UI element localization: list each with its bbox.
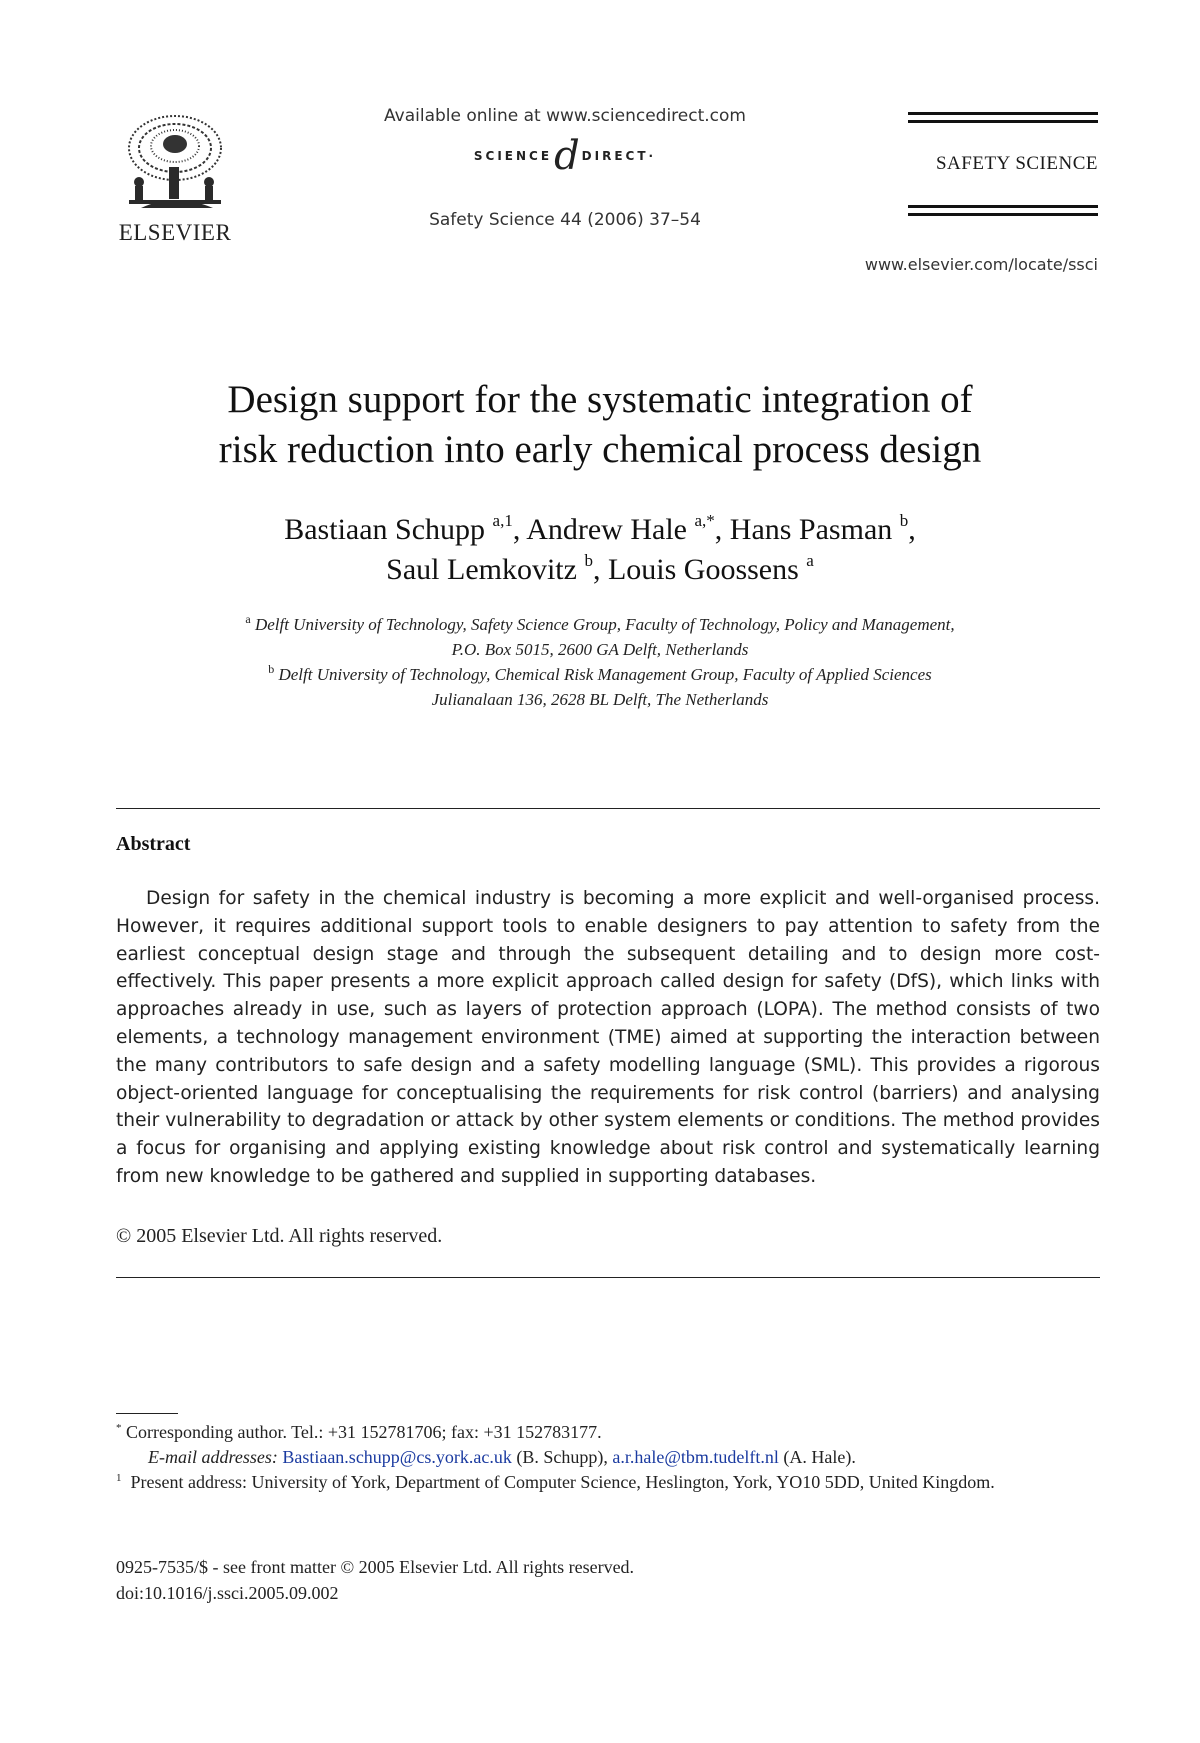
abstract-body: Design for safety in the chemical industry is becoming a more explicit and well-organised process. However, it requires additional support tools to enable designers to pay attention to safety from the earliest conceptual design stage and through the subsequent detailing and to design more cost-effectively. This paper presents a more explicit approach called design for safety (DfS), which links with approaches already in use, such as layers of protection approach (LOPA). The method consists of two elements, a technology management environment (TME) aimed at supporting the interaction between the many contributors to safe design and a safety modelling language (SML). This provides a rigorous object-oriented language for conceptualising the requirements for risk control (barriers) and analysing their vulnerability to degradation or attack by other system elements or conditions. The method provides a focus for organising and applying existing knowledge about risk control and systematically learning from new knowledge to be gathered and supplied in supporting databases. xyxy=(116,888,1100,1187)
author-affil-mark[interactable]: b xyxy=(584,551,593,570)
affiliation-a-line-1 xyxy=(100,612,1100,637)
page-footer xyxy=(116,1554,634,1606)
banner-rule-bottom-2 xyxy=(908,213,1098,216)
author-separator: , xyxy=(512,513,527,546)
header-center xyxy=(350,106,780,230)
footnote-mark: 1 xyxy=(116,1472,122,1484)
sciencedirect-logo xyxy=(350,133,780,179)
email-link-hale[interactable]: a.r.hale@tbm.tudelft.nl xyxy=(612,1447,779,1467)
footnote-text: Corresponding author. Tel.: +31 152781706; fax: +31 152783177. xyxy=(126,1422,602,1442)
author-separator: , xyxy=(592,553,608,586)
email-owner: (A. Hale). xyxy=(783,1447,856,1467)
author-separator: , xyxy=(908,513,916,546)
abstract-heading: Abstract xyxy=(116,833,191,855)
email-label: E-mail addresses: xyxy=(148,1447,278,1467)
available-online: Available online at www.sciencedirect.com xyxy=(384,106,746,126)
sciencedirect-mark-icon: d xyxy=(554,133,580,179)
email-link-schupp[interactable]: Bastiaan.schupp@cs.york.ac.uk xyxy=(282,1447,512,1467)
author-name: Hans Pasman xyxy=(729,513,893,546)
author-name: Andrew Hale xyxy=(526,513,687,546)
journal-citation: Safety Science 44 (2006) 37–54 xyxy=(429,210,701,230)
elsevier-logo xyxy=(115,108,235,248)
elsevier-tree-icon xyxy=(121,112,229,212)
author-line-2 xyxy=(100,550,1100,590)
affiliations xyxy=(100,612,1100,712)
journal-name: SAFETY SCIENCE xyxy=(935,153,1098,174)
footnote-rule xyxy=(116,1413,178,1414)
abstract-rule-top xyxy=(116,808,1100,809)
title-line-2: risk reduction into early chemical process design xyxy=(218,428,982,471)
affiliation-b-line-2: Julianalaan 136, 2628 BL Delft, The Netherlands xyxy=(431,690,769,709)
author-affil-mark[interactable]: a xyxy=(806,551,814,570)
affiliation-a-line-2: P.O. Box 5015, 2600 GA Delft, Netherlands xyxy=(451,640,749,659)
affiliation-text: Delft University of Technology, Chemical Risk Management Group, Faculty of Applied Sciences xyxy=(278,665,932,684)
article-title xyxy=(100,375,1100,475)
banner-rule-top-2 xyxy=(908,120,1098,123)
author-separator: , xyxy=(714,513,730,546)
doi-line[interactable]: doi:10.1016/j.ssci.2005.09.002 xyxy=(116,1583,339,1603)
footnote-text: Present address: University of York, Department of Computer Science, Heslington, York, YO10 5DD, United Kingdom. xyxy=(130,1472,995,1492)
banner-rule-top xyxy=(908,112,1098,115)
affiliation-mark: a xyxy=(245,612,251,626)
footnote-mark: * xyxy=(116,1422,122,1434)
author-name: Bastiaan Schupp xyxy=(284,513,486,546)
journal-url[interactable]: www.elsevier.com/locate/ssci xyxy=(864,255,1098,274)
footnote-present-address xyxy=(116,1470,1100,1495)
sciencedirect-left: SCIENCE xyxy=(473,149,553,163)
author-name: Saul Lemkovitz xyxy=(386,553,577,586)
email-owner: (B. Schupp), xyxy=(516,1447,608,1467)
journal-banner xyxy=(908,112,1098,221)
elsevier-logo-text: ELSEVIER xyxy=(118,220,232,245)
affiliation-text: Delft University of Technology, Safety Science Group, Faculty of Technology, Policy and Management, xyxy=(254,615,955,634)
affiliation-mark: b xyxy=(268,662,275,676)
author-name: Louis Goossens xyxy=(607,553,799,586)
abstract-copyright: © 2005 Elsevier Ltd. All rights reserved. xyxy=(116,1225,443,1247)
title-line-1: Design support for the systematic integration of xyxy=(227,378,973,421)
issn-line: 0925-7535/$ - see front matter © 2005 Elsevier Ltd. All rights reserved. xyxy=(116,1557,635,1577)
footnote-emails xyxy=(116,1445,1100,1470)
author-line-1 xyxy=(100,510,1100,550)
author-affil-mark[interactable]: a,1 xyxy=(492,511,513,530)
banner-rule-bottom xyxy=(908,205,1098,208)
sciencedirect-right: DIRECT· xyxy=(581,149,657,163)
abstract-rule-bottom xyxy=(116,1277,1100,1278)
footnote-corresponding xyxy=(116,1420,1100,1445)
author-affil-mark[interactable]: b xyxy=(899,511,909,530)
author-list xyxy=(100,510,1100,590)
affiliation-b-line-1 xyxy=(100,662,1100,687)
author-affil-mark[interactable]: a,* xyxy=(694,511,715,530)
